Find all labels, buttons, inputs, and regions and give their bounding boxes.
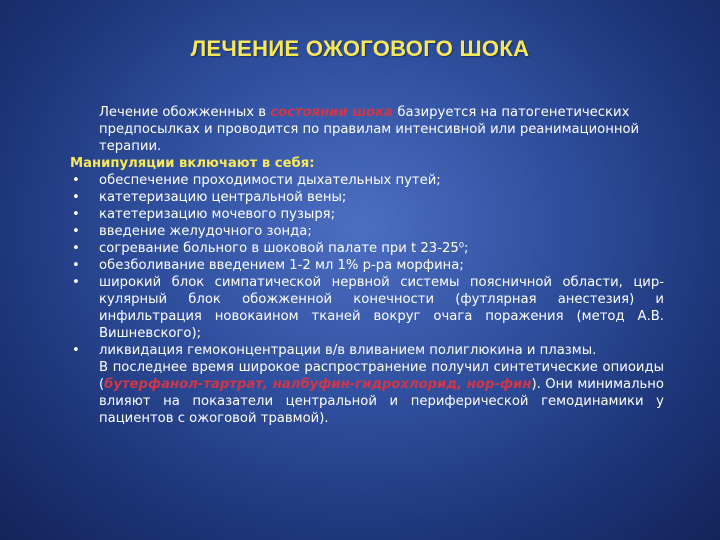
list-item-text: согревание больного в шоковой палате при t 23-25⁰; — [99, 241, 469, 256]
intro-paragraph — [70, 104, 664, 155]
list-item-text: введение желудочного зонда; — [99, 224, 312, 239]
list-item — [70, 240, 664, 257]
list-item-text: обезболивание введением 1-2 мл 1% р-ра морфина; — [99, 258, 464, 273]
bullet-icon: • — [72, 275, 80, 290]
manipulations-list — [70, 172, 664, 359]
list-item — [70, 257, 664, 274]
slide-body — [70, 104, 664, 427]
closing-paragraph — [70, 359, 664, 427]
list-item — [70, 189, 664, 206]
list-item — [70, 274, 664, 342]
slide-title: ЛЕЧЕНИЕ ОЖОГОВОГО ШОКА — [190, 36, 530, 61]
bullet-icon: • — [72, 207, 80, 222]
list-item-text: ликвидация гемоконцентрации в/в вливанием полиглюкина и плазмы. — [99, 343, 597, 358]
closing-highlight: бутерфанол-тартрат, налбуфин-гидрохлорид, нор-фин — [104, 377, 532, 392]
bullet-icon: • — [72, 190, 80, 205]
intro-text-before: Лечение обожженных в — [99, 105, 271, 120]
intro-highlight: состоянии шока — [270, 105, 394, 120]
bullet-icon: • — [72, 241, 80, 256]
list-item-text: широкий блок симпатической нервной системы поясничной области, цир-кулярный блок обожженной конечности (футлярная анестезия) и инфильтрация новокаином тканей вокруг очага поражения (метод А.В. Вишневского); — [99, 275, 664, 341]
list-item-text: катетеризацию мочевого пузыря; — [99, 207, 336, 222]
bullet-icon: • — [72, 224, 80, 239]
bullet-icon: • — [72, 173, 80, 188]
list-item — [70, 223, 664, 240]
list-item — [70, 342, 664, 359]
bullet-icon: • — [72, 258, 80, 273]
closing-text-after: ). Они минимально влияют на показатели центральной и периферической гемодинамики у пациентов с ожоговой травмой). — [99, 377, 664, 426]
bullet-icon: • — [72, 343, 80, 358]
list-item — [70, 206, 664, 223]
list-item — [70, 172, 664, 189]
manipulations-heading: Манипуляции включают в себя: — [70, 156, 315, 171]
list-item-text: катетеризацию центральной вены; — [99, 190, 347, 205]
closing-text-before: В последнее время широкое распространение получил синтетические опиоиды ( — [99, 360, 664, 392]
intro-text-after: базируется на патогенетических предпосылках и проводится по правилам интенсивной или реанимационной терапии. — [99, 105, 640, 154]
list-item-text: обеспечение проходимости дыхательных путей; — [99, 173, 441, 188]
